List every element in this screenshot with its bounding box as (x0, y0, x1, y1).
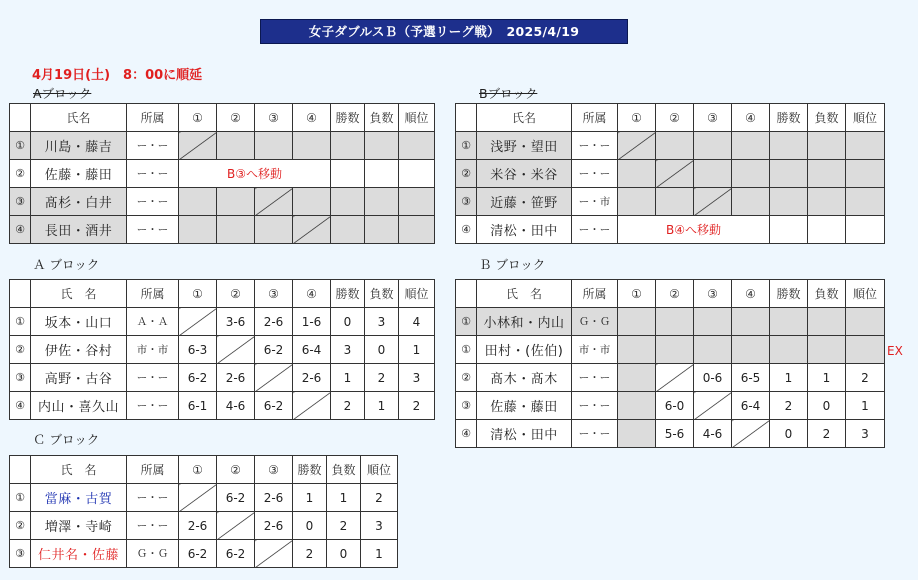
wins-cell: 3 (331, 336, 365, 364)
header-name: 氏 名 (31, 456, 127, 484)
affiliation: ー・ー (127, 484, 179, 512)
header-name: 氏 名 (31, 280, 127, 308)
affiliation: Ｇ・Ｇ (572, 308, 618, 336)
row-number: ① (456, 132, 477, 160)
header-opponent-1: ① (179, 104, 217, 132)
losses-cell (808, 160, 846, 188)
losses-cell: 1 (808, 364, 846, 392)
affiliation: 市・市 (572, 336, 618, 364)
row-number: ④ (456, 216, 477, 244)
c-block-label: Ｃ ブロック (33, 432, 100, 447)
score-cell (732, 132, 770, 160)
rank-cell: 1 (399, 336, 435, 364)
affiliation: ー・ー (127, 364, 179, 392)
wins-cell (331, 132, 365, 160)
score-cell: 2-6 (255, 308, 293, 336)
losses-cell (365, 188, 399, 216)
score-cell: 2-6 (293, 364, 331, 392)
wins-cell (331, 188, 365, 216)
score-cell: 6-3 (179, 336, 217, 364)
rank-cell: 1 (361, 540, 398, 568)
header-opponent-4: ④ (293, 280, 331, 308)
score-cell: 6-2 (217, 540, 255, 568)
score-cell: 6-0 (656, 392, 694, 420)
rank-cell (399, 188, 435, 216)
affiliation: Ｇ・Ｇ (127, 540, 179, 568)
player-names: 坂本・山口 (31, 308, 127, 336)
table-row (10, 392, 435, 420)
score-cell: 6-2 (179, 364, 217, 392)
wins-cell (770, 132, 808, 160)
header-opponent-3: ③ (255, 456, 293, 484)
self-cell (179, 132, 217, 160)
header-opponent-2: ② (217, 456, 255, 484)
affiliation: ー・ー (127, 160, 179, 188)
player-names: 川島・藤吉 (31, 132, 127, 160)
player-names: 浅野・望田 (477, 132, 572, 160)
score-cell (217, 188, 255, 216)
header-wins: 勝数 (331, 280, 365, 308)
header-row (10, 280, 435, 308)
affiliation: ー・ー (572, 216, 618, 244)
losses-cell: 2 (808, 420, 846, 448)
losses-cell: 2 (365, 364, 399, 392)
header-opponent-4: ④ (293, 104, 331, 132)
self-cell (217, 336, 255, 364)
score-cell (732, 336, 770, 364)
losses-cell (808, 336, 846, 364)
row-number: ③ (456, 188, 477, 216)
self-cell (293, 392, 331, 420)
self-cell (656, 160, 694, 188)
affiliation: ー・ー (572, 160, 618, 188)
row-number: ③ (10, 540, 31, 568)
header-opponent-4: ④ (732, 104, 770, 132)
header-rank: 順位 (846, 104, 885, 132)
table-row (10, 216, 435, 244)
row-number: ① (10, 484, 31, 512)
score-cell (179, 216, 217, 244)
player-names: 仁井名・佐藤 (31, 540, 127, 568)
rank-cell (399, 216, 435, 244)
row-number: ③ (10, 188, 31, 216)
self-cell (293, 216, 331, 244)
wins-cell: 1 (331, 364, 365, 392)
score-cell (618, 392, 656, 420)
wins-cell: 0 (293, 512, 327, 540)
table-row (456, 132, 885, 160)
header-opponent-3: ③ (694, 104, 732, 132)
losses-cell: 2 (327, 512, 361, 540)
affiliation: ー・ー (572, 364, 618, 392)
header-rank: 順位 (399, 280, 435, 308)
self-cell (694, 392, 732, 420)
affiliation: ー・ー (572, 392, 618, 420)
losses-cell: 0 (808, 392, 846, 420)
score-cell (618, 420, 656, 448)
score-cell: 6-5 (732, 364, 770, 392)
wins-cell (770, 336, 808, 364)
table-row (10, 188, 435, 216)
header-row (10, 456, 398, 484)
losses-cell (808, 308, 846, 336)
score-cell (656, 308, 694, 336)
score-cell (732, 188, 770, 216)
wins-cell: 1 (770, 364, 808, 392)
wins-cell: 2 (770, 392, 808, 420)
self-cell (618, 132, 656, 160)
rank-cell: 1 (846, 392, 885, 420)
header-wins: 勝数 (293, 456, 327, 484)
self-cell (255, 364, 293, 392)
header-opponent-3: ③ (255, 104, 293, 132)
row-number: ④ (456, 420, 477, 448)
losses-cell: 3 (365, 308, 399, 336)
rank-cell: 4 (399, 308, 435, 336)
header-name: 氏名 (477, 104, 572, 132)
table-row (456, 392, 885, 420)
rank-cell (846, 132, 885, 160)
score-cell: 3-6 (217, 308, 255, 336)
wins-cell: 2 (293, 540, 327, 568)
row-number: ② (10, 512, 31, 540)
row-number: ③ (10, 364, 31, 392)
header-row (456, 280, 885, 308)
rank-cell (846, 216, 885, 244)
affiliation: ー・ー (127, 188, 179, 216)
header-row (10, 104, 435, 132)
player-names: 増澤・寺崎 (31, 512, 127, 540)
old-a-block-table (9, 103, 435, 244)
rank-cell (846, 160, 885, 188)
table-row (456, 188, 885, 216)
wins-cell (770, 216, 808, 244)
score-cell (293, 132, 331, 160)
header-affiliation: 所属 (572, 104, 618, 132)
player-names: 髙杉・白井 (31, 188, 127, 216)
affiliation: 市・市 (127, 336, 179, 364)
table-row (456, 336, 885, 364)
table-row (10, 364, 435, 392)
header-opponent-4: ④ (732, 280, 770, 308)
header-opponent-1: ① (179, 456, 217, 484)
score-cell (293, 188, 331, 216)
wins-cell (331, 216, 365, 244)
header-rank: 順位 (361, 456, 398, 484)
losses-cell (808, 216, 846, 244)
affiliation: ー・ー (127, 392, 179, 420)
header-num (456, 280, 477, 308)
score-cell (255, 216, 293, 244)
score-cell (694, 132, 732, 160)
self-cell (179, 484, 217, 512)
header-opponent-1: ① (618, 280, 656, 308)
table-row (456, 364, 885, 392)
header-name: 氏 名 (477, 280, 572, 308)
affiliation: ー・ー (127, 132, 179, 160)
rank-cell: 2 (399, 392, 435, 420)
old-a-block-label: Aブロック (33, 86, 92, 101)
score-cell: 2-6 (217, 364, 255, 392)
row-number: ④ (10, 392, 31, 420)
table-row (456, 160, 885, 188)
score-cell (618, 336, 656, 364)
score-cell (732, 160, 770, 188)
header-row (456, 104, 885, 132)
wins-cell (770, 308, 808, 336)
wins-cell (331, 160, 365, 188)
header-losses: 負数 (808, 280, 846, 308)
self-cell (656, 364, 694, 392)
a-block-label: Ａ ブロック (33, 257, 100, 272)
header-rank: 順位 (399, 104, 435, 132)
rank-cell (399, 160, 435, 188)
self-cell (255, 540, 293, 568)
table-row (10, 540, 398, 568)
score-cell (255, 132, 293, 160)
score-cell: 5-6 (656, 420, 694, 448)
affiliation: ー・ー (127, 512, 179, 540)
player-names: 佐藤・藤田 (31, 160, 127, 188)
score-cell (656, 188, 694, 216)
score-cell (694, 336, 732, 364)
header-name: 氏名 (31, 104, 127, 132)
row-number: ② (10, 336, 31, 364)
losses-cell (808, 132, 846, 160)
rank-cell (846, 336, 885, 364)
self-cell (179, 308, 217, 336)
a-block-table (9, 279, 435, 420)
self-cell (694, 188, 732, 216)
score-cell: 4-6 (694, 420, 732, 448)
score-cell (618, 188, 656, 216)
wins-cell: 0 (770, 420, 808, 448)
header-opponent-1: ① (179, 280, 217, 308)
wins-cell: 1 (293, 484, 327, 512)
rank-cell (846, 188, 885, 216)
header-opponent-3: ③ (255, 280, 293, 308)
rank-cell: 3 (399, 364, 435, 392)
header-opponent-2: ② (217, 280, 255, 308)
score-cell: 4-6 (217, 392, 255, 420)
header-opponent-1: ① (618, 104, 656, 132)
losses-cell (365, 216, 399, 244)
row-number: ② (10, 160, 31, 188)
rank-cell: 3 (361, 512, 398, 540)
rank-cell: 2 (846, 364, 885, 392)
b-block-table (455, 279, 885, 448)
header-rank: 順位 (846, 280, 885, 308)
player-names: 清松・田中 (477, 216, 572, 244)
wins-cell: 0 (331, 308, 365, 336)
wins-cell (770, 160, 808, 188)
rank-cell (846, 308, 885, 336)
score-cell: 1-6 (293, 308, 331, 336)
score-cell: 6-4 (293, 336, 331, 364)
player-names: 當麻・古賀 (31, 484, 127, 512)
rank-cell: 2 (361, 484, 398, 512)
score-cell: 6-4 (732, 392, 770, 420)
player-names: 高野・古谷 (31, 364, 127, 392)
table-row (456, 308, 885, 336)
moved-notice: B④へ移動 (618, 216, 770, 244)
score-cell: 2-6 (255, 484, 293, 512)
c-block-table (9, 455, 398, 568)
player-names: 伊佐・谷村 (31, 336, 127, 364)
header-wins: 勝数 (331, 104, 365, 132)
score-cell (618, 364, 656, 392)
header-affiliation: 所属 (127, 280, 179, 308)
header-opponent-2: ② (656, 104, 694, 132)
score-cell: 6-2 (255, 336, 293, 364)
b-block-label: Ｂ ブロック (479, 257, 546, 272)
rank-cell: 3 (846, 420, 885, 448)
score-cell: 6-2 (217, 484, 255, 512)
header-num (456, 104, 477, 132)
losses-cell: 0 (365, 336, 399, 364)
table-row (456, 420, 885, 448)
player-names: 近藤・笹野 (477, 188, 572, 216)
header-wins: 勝数 (770, 280, 808, 308)
header-affiliation: 所属 (127, 104, 179, 132)
score-cell: 6-2 (179, 540, 217, 568)
score-cell (618, 160, 656, 188)
losses-cell: 1 (365, 392, 399, 420)
table-row (456, 216, 885, 244)
affiliation: ー・ー (572, 132, 618, 160)
ex-marker: EX (887, 344, 903, 358)
affiliation: ー・ー (572, 420, 618, 448)
page-title: 女子ダブルスＢ（予選リーグ戦） 2025/4/19 (260, 19, 628, 44)
table-row (10, 132, 435, 160)
score-cell (732, 308, 770, 336)
affiliation: Ａ・Ａ (127, 308, 179, 336)
row-number: ② (456, 160, 477, 188)
old-b-block-table (455, 103, 885, 244)
losses-cell (808, 188, 846, 216)
self-cell (732, 420, 770, 448)
player-names: 米谷・米谷 (477, 160, 572, 188)
score-cell (694, 308, 732, 336)
player-names: 清松・田中 (477, 420, 572, 448)
row-number: ② (456, 364, 477, 392)
row-number: ① (10, 132, 31, 160)
wins-cell (770, 188, 808, 216)
score-cell (618, 308, 656, 336)
header-losses: 負数 (327, 456, 361, 484)
score-cell (656, 336, 694, 364)
affiliation: ー・ー (127, 216, 179, 244)
losses-cell: 1 (327, 484, 361, 512)
score-cell: 2-6 (255, 512, 293, 540)
header-opponent-2: ② (217, 104, 255, 132)
row-number: ① (456, 308, 477, 336)
header-num (10, 104, 31, 132)
player-names: 田村・(佐伯) (477, 336, 572, 364)
postponement-notice: 4月19日(土) 8：00に順延 (32, 68, 203, 83)
losses-cell: 0 (327, 540, 361, 568)
header-affiliation: 所属 (572, 280, 618, 308)
score-cell (179, 188, 217, 216)
player-names: 長田・酒井 (31, 216, 127, 244)
table-row (10, 160, 435, 188)
table-row (10, 512, 398, 540)
score-cell (694, 160, 732, 188)
row-number: ① (10, 308, 31, 336)
score-cell (656, 132, 694, 160)
self-cell (255, 188, 293, 216)
affiliation: ー・市 (572, 188, 618, 216)
row-number: ③ (456, 392, 477, 420)
score-cell: 0-6 (694, 364, 732, 392)
table-row (10, 336, 435, 364)
row-number: ① (456, 336, 477, 364)
header-losses: 負数 (365, 104, 399, 132)
wins-cell: 2 (331, 392, 365, 420)
header-opponent-3: ③ (694, 280, 732, 308)
score-cell: 6-1 (179, 392, 217, 420)
header-opponent-2: ② (656, 280, 694, 308)
losses-cell (365, 160, 399, 188)
moved-notice: B③へ移動 (179, 160, 331, 188)
score-cell: 2-6 (179, 512, 217, 540)
score-cell: 6-2 (255, 392, 293, 420)
header-wins: 勝数 (770, 104, 808, 132)
rank-cell (399, 132, 435, 160)
header-losses: 負数 (365, 280, 399, 308)
score-cell (217, 132, 255, 160)
player-names: 髙木・髙木 (477, 364, 572, 392)
player-names: 内山・喜久山 (31, 392, 127, 420)
header-num (10, 280, 31, 308)
row-number: ④ (10, 216, 31, 244)
player-names: 佐藤・藤田 (477, 392, 572, 420)
header-num (10, 456, 31, 484)
table-row (10, 484, 398, 512)
table-row (10, 308, 435, 336)
header-affiliation: 所属 (127, 456, 179, 484)
player-names: 小林和・内山 (477, 308, 572, 336)
losses-cell (365, 132, 399, 160)
self-cell (217, 512, 255, 540)
old-b-block-label: Bブロック (479, 86, 538, 101)
score-cell (217, 216, 255, 244)
header-losses: 負数 (808, 104, 846, 132)
